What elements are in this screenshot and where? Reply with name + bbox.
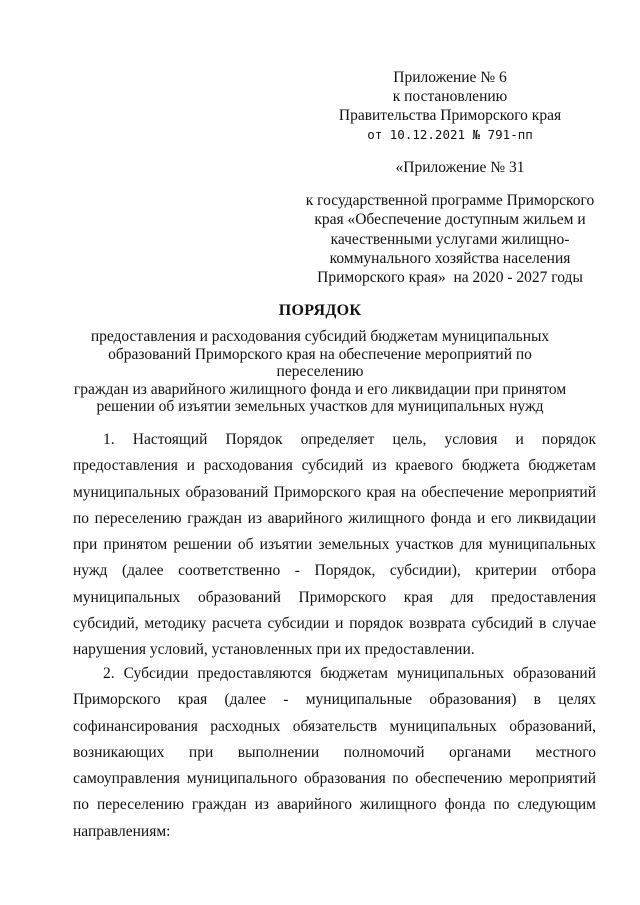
document-title: ПОРЯДОК: [278, 302, 362, 319]
appendix-number: Приложение № 6: [393, 69, 507, 86]
government-name: Правительства Приморского края: [338, 107, 562, 124]
document-subtitle: [70, 328, 570, 416]
appendix-31-title: «Приложение № 31: [395, 159, 525, 176]
subtitle-line: предоставления и расходования субсидий бюджетам муниципальных: [90, 328, 550, 345]
paragraph-1: 1. Настоящий Порядок определяет цель, условия и порядок предоставления и расходования субсидий из краевого бюджета бюджетам муниципальных образований Приморского края на обеспечение мероприятий по переселению граждан из аварийного жилищного фонда и его ликвидации при принятом решении об изъятии земельных участков для муниципальных нужд (далее соответственно - Порядок, субсидии), критерии отбора муниципальных образований Приморского края для предоставления субсидий, методику расчета субсидии и порядок возврата субсидий в случае нарушения условий, установленных при их предоставлении.: [73, 431, 596, 659]
resolution-ref: к постановлению: [392, 88, 508, 105]
program-reference: [295, 191, 605, 287]
program-line: коммунального хозяйства населения: [329, 249, 571, 267]
subtitle-line: образований Приморского края на обеспечение мероприятий по переселению: [108, 345, 532, 381]
program-line: края «Обеспечение доступным жильем и: [314, 211, 586, 229]
decree-date-number: от 10.12.2021 № 791-пп: [367, 127, 533, 142]
program-line: Приморского края» на 2020 - 2027 годы: [317, 269, 583, 287]
program-line: к государственной программе Приморского: [305, 192, 595, 209]
subtitle-line: решении об изъятии земельных участков для муниципальных нужд: [96, 398, 544, 416]
appendix-header: [330, 68, 570, 144]
paragraph-2: 2. Субсидии предоставляются бюджетам муниципальных образований Приморского края (далее - муниципальные образования) в целях софинансирования расходных обязательств муниципальных образований, возникающих при выполнении полномочий органами местного самоуправления муниципального образования по обеспечению мероприятий по переселению граждан из аварийного жилищного фонда по следующим направлениям:: [73, 665, 596, 840]
program-line: качественными услугами жилищно-: [330, 230, 570, 248]
subtitle-line: граждан из аварийного жилищного фонда и его ликвидации при принятом: [73, 380, 567, 398]
